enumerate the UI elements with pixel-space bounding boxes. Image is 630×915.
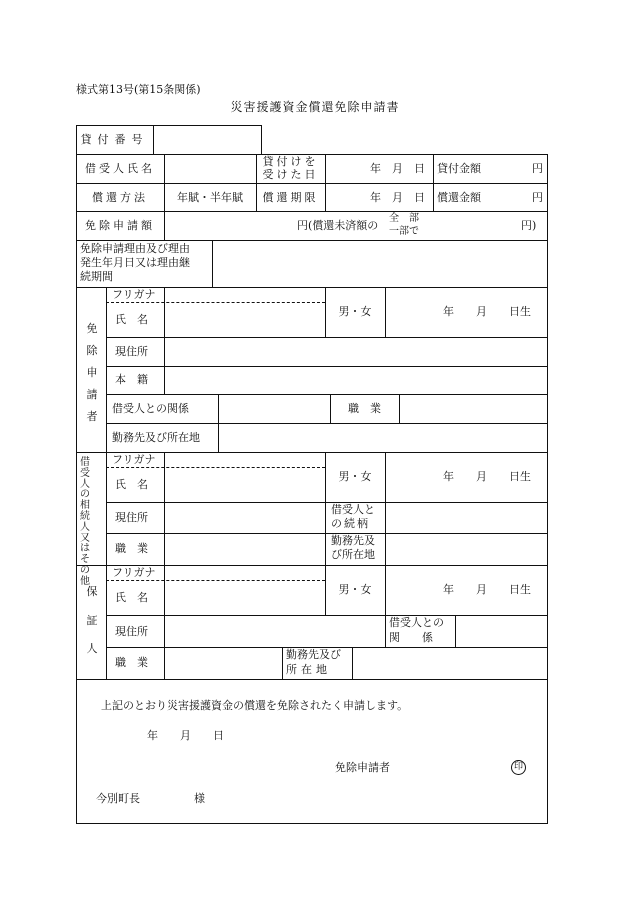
applicant-gender[interactable]: 男・女	[338, 305, 372, 318]
addressee: 今別町長	[96, 792, 140, 805]
repaid-amount-label: 償還金額	[437, 191, 481, 204]
applicant-address-field[interactable]	[166, 339, 546, 364]
reason-field[interactable]	[214, 242, 546, 285]
heir-relation-label-2: の続柄	[331, 517, 370, 530]
application-date[interactable]: 年 月 日	[147, 729, 224, 742]
loan-date-field[interactable]: 年 月 日	[370, 162, 425, 175]
guarantor-furigana-label: フリガナ	[112, 566, 156, 579]
guarantor-relation-label-2: 関 係	[389, 631, 433, 644]
reason-label-2: 発生年月日又は理由継	[80, 256, 190, 269]
guarantor-group-label: 保証人	[86, 585, 98, 656]
guarantor-workplace-label: 勤務先及び	[286, 648, 341, 661]
part-option[interactable]: 一部で	[389, 226, 419, 237]
exemption-amount-label: 免除申請額	[85, 219, 155, 232]
applicant-domicile-field[interactable]	[166, 368, 546, 392]
applicant-workplace-field[interactable]	[220, 425, 546, 450]
repaid-amount-unit: 円	[532, 191, 543, 204]
guarantor-gender[interactable]: 男・女	[338, 583, 372, 596]
heir-name-label: 氏 名	[115, 478, 148, 491]
form-reference: 様式第13号(第15条関係)	[76, 83, 201, 96]
declaration-text: 上記のとおり災害援護資金の償還を免除されたく申請します。	[101, 699, 409, 712]
all-option[interactable]: 全 部	[389, 213, 419, 224]
loan-amount-unit: 円	[532, 162, 543, 175]
reason-label: 免除申請理由及び理由	[80, 242, 190, 255]
applicant-birthdate[interactable]: 年 月 日生	[443, 305, 531, 318]
heir-relation-label: 借受人と	[331, 503, 375, 516]
guarantor-relation-label: 借受人との	[389, 616, 444, 629]
borrower-name-field[interactable]	[166, 156, 254, 181]
applicant-name-field[interactable]	[166, 304, 323, 335]
close-yen: 円)	[521, 219, 537, 232]
addressee-honorific: 様	[194, 792, 205, 805]
applicant-name-label: 氏 名	[115, 313, 148, 326]
applicant-sign-label: 免除申請者	[335, 761, 390, 774]
repay-method-label: 償還方法	[92, 191, 148, 204]
seal-icon: 印	[511, 760, 526, 775]
loan-number-label: 貸付番号	[80, 133, 149, 146]
loan-date-label-2: 受けた日	[262, 168, 319, 181]
heir-address-label: 現住所	[115, 511, 148, 524]
repay-due-field[interactable]: 年 月 日	[370, 191, 425, 204]
heir-furigana-label: フリガナ	[112, 453, 156, 466]
heir-workplace-label-2: び所在地	[331, 548, 375, 561]
loan-amount-label: 貸付金額	[437, 162, 481, 175]
loan-date-label: 貸付けを	[262, 155, 319, 168]
heir-group-label: 借受人の相続人又はその他	[80, 457, 90, 587]
form-title: 災害援護資金償還免除申請書	[230, 100, 400, 114]
heir-birthdate[interactable]: 年 月 日生	[443, 470, 531, 483]
guarantor-occupation-label: 職 業	[115, 656, 148, 669]
repay-due-label: 償還期限	[262, 191, 319, 204]
guarantor-address-label: 現住所	[115, 625, 148, 638]
applicant-address-label: 現住所	[115, 345, 148, 358]
heir-occupation-label: 職 業	[115, 542, 148, 555]
applicant-group-label: 免除申請者	[86, 322, 98, 423]
applicant-occupation-label: 職 業	[348, 402, 381, 415]
applicant-workplace-label: 勤務先及び所在地	[112, 431, 200, 444]
repay-method-value[interactable]: 年賦・半年賦	[177, 191, 243, 204]
heir-gender[interactable]: 男・女	[338, 470, 372, 483]
applicant-domicile-label: 本 籍	[115, 373, 148, 386]
heir-workplace-label: 勤務先及	[331, 534, 375, 547]
reason-label-3: 続期間	[80, 270, 113, 283]
guarantor-workplace-label-2: 所在地	[286, 663, 331, 676]
guarantor-birthdate[interactable]: 年 月 日生	[443, 583, 531, 596]
unrepaid-prefix: 円(償還未済額の	[297, 219, 379, 232]
borrower-name-label: 借受人氏名	[85, 162, 155, 175]
applicant-furigana-label: フリガナ	[112, 288, 156, 301]
guarantor-name-label: 氏 名	[115, 591, 148, 604]
applicant-relation-label: 借受人との関係	[112, 402, 189, 415]
loan-number-field[interactable]	[155, 127, 260, 153]
